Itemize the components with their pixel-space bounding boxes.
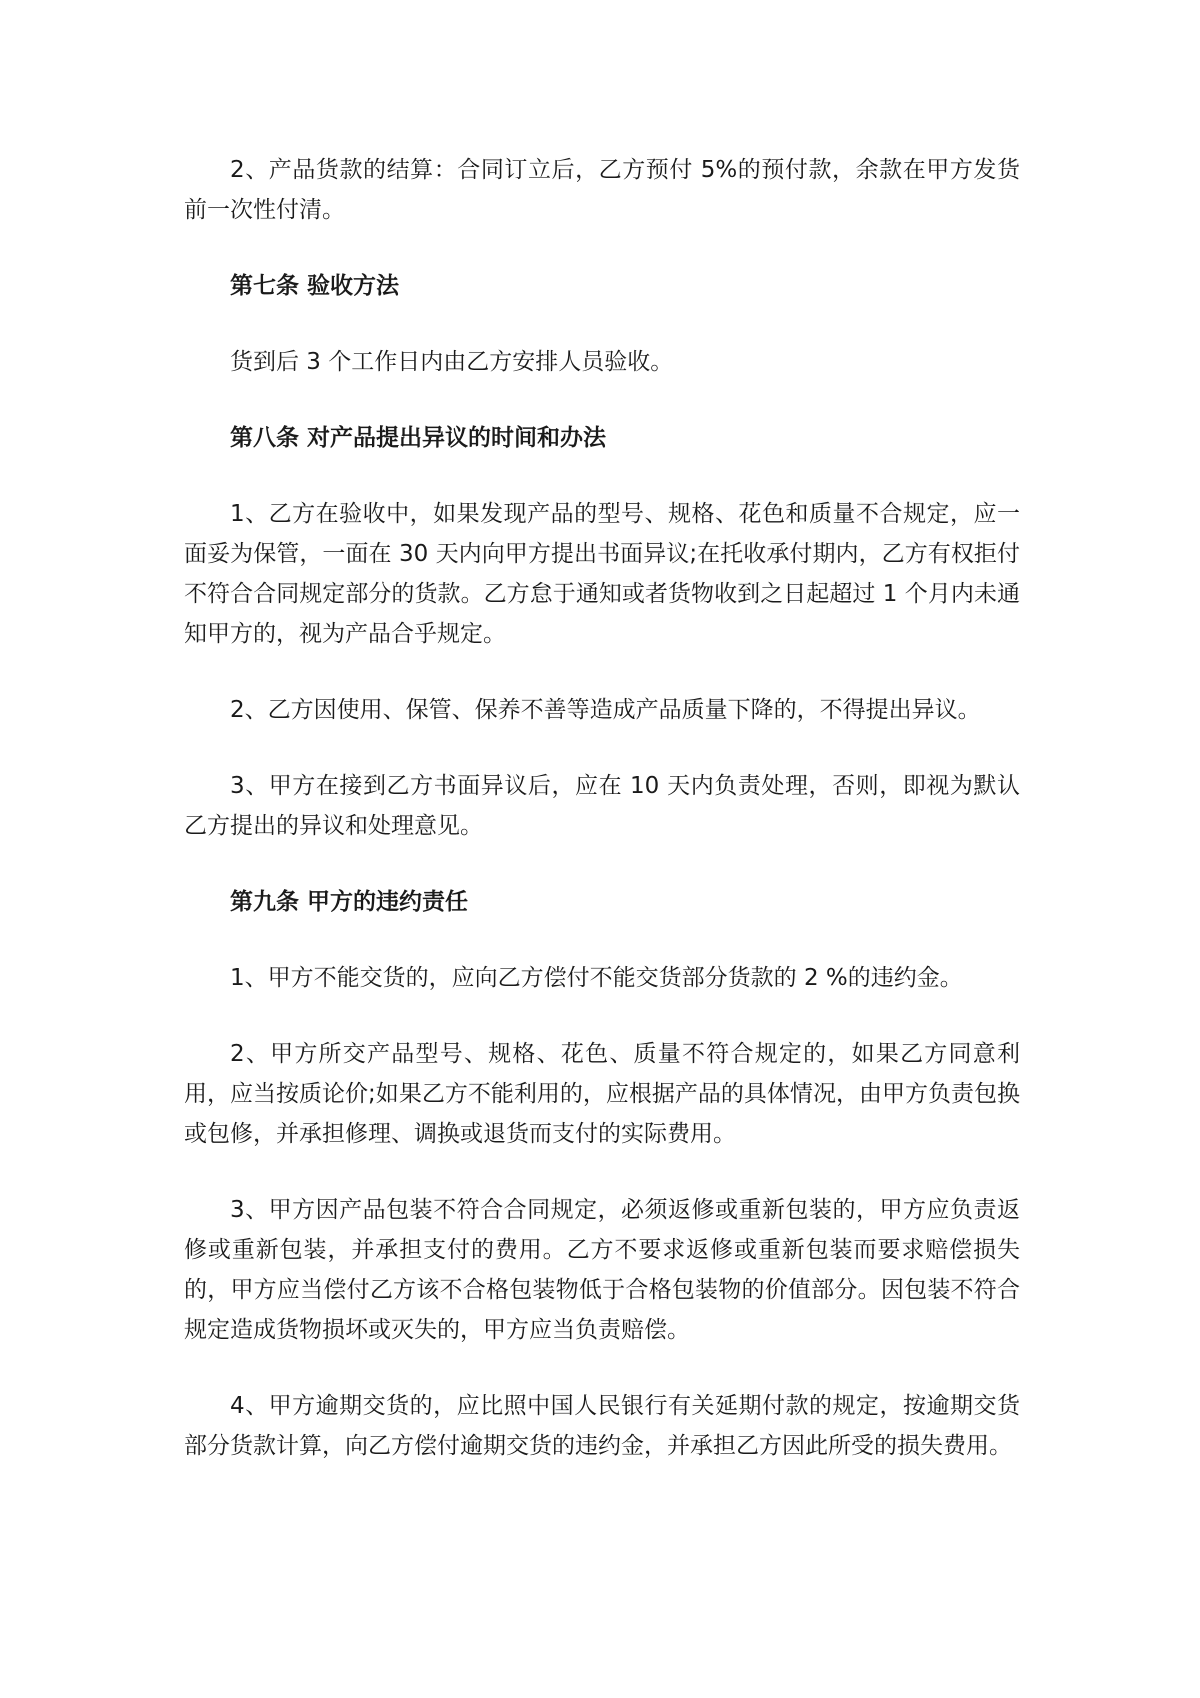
paragraph-objection-1: 1、乙方在验收中，如果发现产品的型号、规格、花色和质量不合规定，应一面妥为保管，一面在 30 天内向甲方提出书面异议;在托收承付期内，乙方有权拒付不符合合同规定部分的货款。乙方怠于通知或者货物收到之日起超过 1 个月内未通知甲方的，视为产品合乎规定。 — [184, 501, 1020, 647]
paragraph-liability-2: 2、甲方所交产品型号、规格、花色、质量不符合规定的，如果乙方同意利用，应当按质论价;如果乙方不能利用的，应根据产品的具体情况，由甲方负责包换或包修，并承担修理、调换或退货而支付的实际费用。 — [184, 1041, 1020, 1147]
paragraph-liability-3: 3、甲方因产品包装不符合合同规定，必须返修或重新包装的，甲方应负责返修或重新包装，并承担支付的费用。乙方不要求返修或重新包装而要求赔偿损失的，甲方应当偿付乙方该不合格包装物低于合格包装物的价值部分。因包装不符合规定造成货物损坏或灭失的，甲方应当负责赔偿。 — [184, 1197, 1020, 1343]
paragraph-objection-2: 2、乙方因使用、保管、保养不善等造成产品质量下降的，不得提出异议。 — [230, 697, 981, 723]
paragraph-objection-3: 3、甲方在接到乙方书面异议后，应在 10 天内负责处理，否则，即视为默认乙方提出的异议和处理意见。 — [184, 773, 1020, 839]
paragraph-payment-settlement: 2、产品货款的结算：合同订立后，乙方预付 5%的预付款，余款在甲方发货前一次性付清。 — [184, 157, 1020, 223]
paragraph-liability-4: 4、甲方逾期交货的，应比照中国人民银行有关延期付款的规定，按逾期交货部分货款计算，向乙方偿付逾期交货的违约金，并承担乙方因此所受的损失费用。 — [184, 1393, 1020, 1459]
heading-article-9: 第九条 甲方的违约责任 — [230, 889, 469, 915]
paragraph-liability-1: 1、甲方不能交货的，应向乙方偿付不能交货部分货款的 2 %的违约金。 — [230, 965, 963, 991]
paragraph-inspection: 货到后 3 个工作日内由乙方安排人员验收。 — [230, 349, 674, 375]
document-body — [184, 150, 1020, 1502]
heading-article-7: 第七条 验收方法 — [230, 273, 400, 299]
heading-article-8: 第八条 对产品提出异议的时间和办法 — [230, 425, 607, 451]
